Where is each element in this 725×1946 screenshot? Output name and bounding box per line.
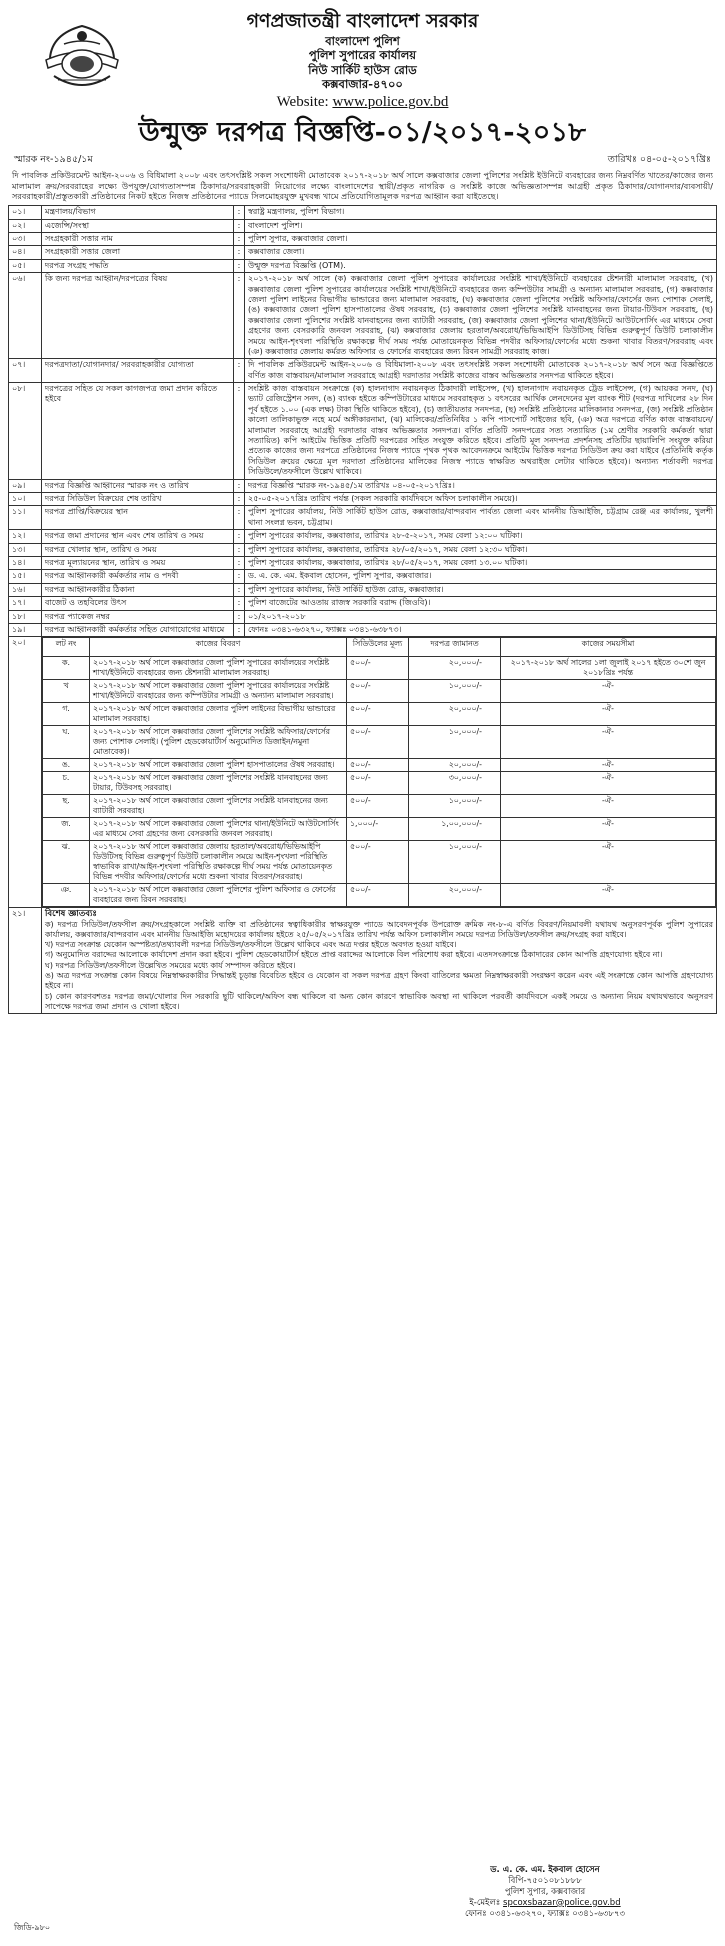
lot-number: ঞ. (43, 883, 90, 906)
row-number: ১২। (9, 530, 42, 543)
memo-number: স্মারক নং-১৯৪৫/১ম (14, 153, 93, 165)
detail-row (9, 610, 717, 623)
lot-work: ২০১৭-২০১৮ অর্থ সালে কক্সবাজার জেলা পুলিশ সুপারের কার্যালয়ের সংশ্লিষ্ট শাখা/ইউনিটে ব্যবহারের জন্য ষ্টেশনারী মালামাল সরবরাহ। (90, 657, 347, 680)
lot-work: ২০১৭-২০১৮ অর্থ সালে কক্সবাজার জেলা পুলিশ সুপারের কার্যালয়ের সংশ্লিষ্ট শাখা/ইউনিটে ব্যবহারের জন্য কম্পিউটার সামগ্রী ও অন্যান্য মালামাল সরবরাহ। (90, 680, 347, 703)
lot-security: ২০,০০০/- (409, 657, 501, 680)
lot-row (43, 759, 716, 772)
row-number: ২১। (9, 907, 42, 1013)
lot-fee: ৫০০/- (347, 840, 409, 883)
detail-row (9, 219, 717, 232)
row-label: দরপত্র সিডিউল বিক্রয়ের শেষ তারিখ (42, 493, 234, 506)
detail-row (9, 233, 717, 246)
lot-time: -ঐ- (501, 759, 716, 772)
row-value: ০১/২০১৭-২০১৮ (245, 610, 717, 623)
lot-security: ১০,০০০/- (409, 840, 501, 883)
email-label: ই-মেইলঃ (469, 1897, 504, 1908)
lot-row (43, 883, 716, 906)
conditions-title: বিশেষ জ্ঞাতব্যঃ (45, 908, 97, 919)
row-value: পুলিশ সুপার, কক্সবাজার জেলা। (245, 233, 717, 246)
detail-row (9, 583, 717, 596)
government-name: গণপ্রজাতন্ত্রী বাংলাদেশ সরকার (246, 10, 479, 32)
row-colon: : (234, 570, 245, 583)
row-number: ০৭। (9, 359, 42, 383)
lots-cell (42, 637, 717, 907)
lot-work: ২০১৭-২০১৮ অর্থ সালে কক্সবাজার জেলা পুলিশের থানা/ইউনিটে আউটসোর্সিং এর মাধ্যমে সেবা গ্রহণের জন্য বেসরকারি জনবল সরবরাহ। (90, 817, 347, 840)
lot-security: ২০,০০০/- (409, 759, 501, 772)
detail-row (9, 623, 717, 636)
row-value: পুলিশ সুপারের কার্যালয়, কক্সবাজার, তারিখঃ ২৮/০৫/২০১৭, সময় বেলা ১৩.০০ ঘটিকা। (245, 556, 717, 569)
row-number: ১৬। (9, 583, 42, 596)
row-label: দরপত্র বিজ্ঞপ্তি আহ্বানের স্মারক নং ও তারিখ (42, 479, 234, 492)
row-value: কক্সবাজার জেলা। (245, 246, 717, 259)
lot-number: গ. (43, 703, 90, 726)
detail-row (9, 570, 717, 583)
row-label: দরপত্র আহ্বানকারী কর্মকর্তার নাম ও পদবী (42, 570, 234, 583)
row-label: দরপত্র প্যাকেজ নম্বর (42, 610, 234, 623)
condition-item: ঘ) দরপত্র সিডিউল/তফসীলে উল্লেখিত সময়ের মধ্যে কার্য সম্পাদন করিতে হইবে। (45, 960, 296, 970)
row-value: দি পাবলিক প্রকিউরমেন্ট আইন-২০০৬ ও বিধিমালা-২০০৮ এবং তৎসংশ্লিষ্ট সকল সংশোধনী মোতাবেক ২০১৭-২০১৮ অর্থ সনে অত্র বিজ্ঞপ্তিতে বর্ণিত কাজ বাস্তবায়ন/মালামাল সরবরাহে আগ্রহী দরদাতার সংশ্লিষ্ট কাজের বাস্তব অভিজ্ঞতার সনদপত্র থাকিতে হইবে। (245, 359, 717, 383)
row-colon: : (234, 219, 245, 232)
row-label: বাজেট ও তহবিলের উৎস (42, 597, 234, 610)
row-number: ১৩। (9, 543, 42, 556)
row-colon: : (234, 246, 245, 259)
lot-fee: ৫০০/- (347, 771, 409, 794)
row-colon: : (234, 479, 245, 492)
condition-item: চ) কোন কারণবশতঃ দরপত্র জমা/খোলার দিন সরকারি ছুটি থাকিলে/অফিস বন্ধ থাকিলে বা অন্য কোন কারণে স্বাভাবিক অবস্থা না থাকিলে পরবর্তী কার্যদিবসে একই সময়ে ও অন্যান্য নিয়ম যথাযথভাবে অনুসরণ সাপেক্ষে দরপত্র জমা প্রদান ও খোলা হইবে। (45, 991, 713, 1011)
lot-time: -ঐ- (501, 817, 716, 840)
office-name: পুলিশ সুপারের কার্যালয় (308, 48, 417, 63)
lot-time: -ঐ- (501, 703, 716, 726)
row-colon: : (234, 583, 245, 596)
lot-number: ঙ. (43, 759, 90, 772)
row-value: উন্মুক্ত দরপত্র বিজ্ঞপ্তি (OTM). (245, 259, 717, 272)
lot-row (43, 703, 716, 726)
conditions-cell (42, 907, 717, 1013)
lots-header-work: কাজের বিবরণ (90, 638, 347, 657)
row-value: বাংলাদেশ পুলিশ। (245, 219, 717, 232)
notice-title: উন্মুক্ত দরপত্র বিজ্ঞপ্তি-০১/২০১৭-২০১৮ (138, 117, 587, 148)
lot-work: ২০১৭-২০১৮ অর্থ সালে কক্সবাজার জেলায় হরতাল/অবরোধ/ভিভিআইপি ডিউটিসহ বিভিন্ন গুরুত্বপূর্ণ ডিউটি চলাকালীন সময়ে আইন-শৃংখলা পরিস্থিতি স্বাভাবিক রাখা/আইন-শৃংখলা পরিস্থিতি রক্ষাকল্পে দীর্ঘ সময় পর্যন্ত মোতায়েনকৃত বিভিন্ন পদবীর অফিসার/ফোর্সের মধ্যে শুকনা খাবার বিতরণ/সরবরাহ। (90, 840, 347, 883)
row-value: পুলিশ সুপারের কার্যালয়, নিউ সার্কিট হাউস রোড, কক্সবাজার/বান্দরবান পার্বত্য জেলা এবং মাননীয় ডিআইজি, চট্টগ্রাম রেঞ্জ এর কার্যালয়, খুলশী থানা সংলগ্ন ভবন, চট্টগ্রাম। (245, 506, 717, 530)
lot-fee: ৫০০/- (347, 883, 409, 906)
lot-work: ২০১৭-২০১৮ অর্থ সালে কক্সবাজার জেলা পুলিশের সংশ্লিষ্ট যানবাহনের জন্য ব্যাটারী সরবরাহ। (90, 794, 347, 817)
signatory-name: ড. এ. কে. এম. ইকবাল হোসেন (490, 1865, 600, 1875)
lot-row (43, 726, 716, 759)
lot-number: ছ. (43, 794, 90, 817)
memo-date: তারিখঃ ০৪-০৫-২০১৭খ্রিঃ (607, 153, 711, 165)
row-number: ০৮। (9, 383, 42, 480)
signatory-email-line (395, 1898, 695, 1909)
lot-number: জ. (43, 817, 90, 840)
lot-fee: ৫০০/- (347, 726, 409, 759)
row-colon: : (234, 506, 245, 530)
lot-time: ২০১৭-২০১৮ অর্থ সালের ১লা জুলাই ২০১৭ হইতে ৩০শে জুন ২০১৮খ্রিঃ পর্যন্ত (501, 657, 716, 680)
memo-row (8, 153, 717, 168)
road-name: নিউ সার্কিট হাউস রোড (308, 62, 417, 77)
signatory-designation: পুলিশ সুপার, কক্সবাজার (504, 1886, 586, 1897)
row-number: ১৭। (9, 597, 42, 610)
row-colon: : (234, 610, 245, 623)
website-link[interactable]: www.police.gov.bd (332, 94, 449, 111)
intro-paragraph: দি পাবলিক প্রকিউরমেন্ট আইন-২০০৬ ও বিধিমালা ২০০৮ এবং তৎসংশ্লিষ্ট সকল সংশোধনী মোতাবেক ২০১৭-২০১৮ অর্থ সালে কক্সবাজার জেলা পুলিশের সংশ্লিষ্ট ইউনিটে ব্যবহারের জন্য নিম্নবর্ণিত খাতের/কাজের জন্য মালামাল ক্রয়/সরবরাহের লক্ষ্যে উপযুক্ত/যোগ্যতাসম্পন্ন ঠিকাদার/সরবরাহকারী নিয়োগের লক্ষ্যে বাংলাদেশের স্থায়ী/প্রকৃত নাগরিক ও সংশ্লিষ্ট কাজে অভিজ্ঞতাসম্পন্ন আগ্রহী প্রকৃত ঠিকাদার/যোগানদার/ব্যবসায়ী/সরবরাহকারী/প্রস্তুতকারী প্রতিষ্ঠানের নিকট হইতে নিজস্ব প্রতিষ্ঠানের প্যাডে সিলমোহরযুক্ত মুখবন্ধ খামে প্রতিযোগিতামূলক দরপত্র আহ্বান করা যাইতেছে। (12, 169, 713, 202)
lots-row (9, 637, 717, 907)
lots-header-row (43, 638, 716, 657)
lots-header-time: কাজের সময়সীমা (501, 638, 716, 657)
row-number: ১৯। (9, 623, 42, 636)
row-number: ০৫। (9, 259, 42, 272)
lot-security: ৩০,০০০/- (409, 771, 501, 794)
lot-fee: ৫০০/- (347, 680, 409, 703)
condition-item: খ) দরপত্র সংক্রান্ত যেকোন অস্পষ্টতা/তথ্যাবলী দরপত্র সিডিউল/তফসীলে উল্লেখ থাকিবে এবং অত্র দপ্তর হইতে অবগত হওয়া যাইবে। (45, 940, 457, 950)
detail-row (9, 493, 717, 506)
row-label: দরপত্রদাতা/যোগানদার/ সরবরাহকারীর যোগ্যতা (42, 359, 234, 383)
row-label: দরপত্রের সহিত যে সকল কাগজপত্র জমা প্রদান করিতে হইবে (42, 383, 234, 480)
condition-item: ক) দরপত্র সিডিউল/তফসীল ক্রয়/সংগ্রহকালে সংশ্লিষ্ট ব্যক্তি বা প্রতিষ্ঠানের স্বত্বাধিকারীর স্বাক্ষরযুক্ত প্যাডে আবেদনপূর্বক উপরোক্ত ক্রমিক নং-৮-এ বর্ণিত বিবরণ/নিয়মাবলী যথাযথ অনুসরণপূর্বক পুলিশ সুপারের কার্যালয়, কক্সবাজার/বান্দরবান এবং মাননীয় ডিআইজি মহোদয়ের কার্যালয় হইতে ২৫/০৫/২০১৭খ্রিঃ তারিখ পর্যন্ত অফিস চলাকালীন সময়ে দরপত্র সিডিউল/তফসীল ক্রয়/সংগ্রহ করা যাইবে। (45, 919, 713, 939)
detail-row (9, 273, 717, 359)
lots-header-security: দরপত্র জামানত (409, 638, 501, 657)
lot-work: ২০১৭-২০১৮ অর্থ সালে কক্সবাজার জেলা পুলিশ হাসপাতালের ঔষধ সরবরাহ। (90, 759, 347, 772)
website-label: Website: (276, 94, 333, 111)
row-value: পুলিশ সুপারের কার্যালয়, কক্সবাজার, তারিখঃ ২৮/০৫/২০১৭, সময় বেলা ১২:৩০ ঘটিকা। (245, 543, 717, 556)
row-colon: : (234, 623, 245, 636)
detail-row (9, 506, 717, 530)
row-value: ফোনঃ ০৩৪১-৬৩২৭০, ফ্যাক্সঃ ০৩৪১-৬৩৮৭৩। (245, 623, 717, 636)
row-label: এজেন্সি/সংস্থা (42, 219, 234, 232)
row-value: ২৫-০৫-২০১৭খ্রিঃ তারিখ পর্যন্ত (সকল সরকারি কার্যদিবসে অফিস চলাকালীন সময়ে)। (245, 493, 717, 506)
row-value: পুলিশ সুপারের কার্যালয়, নিউ সার্কিট হাউজ রোড, কক্সবাজার। (245, 583, 717, 596)
conditions-list (45, 920, 713, 1012)
row-colon: : (234, 556, 245, 569)
detail-row (9, 383, 717, 480)
row-colon: : (234, 273, 245, 359)
lot-work: ২০১৭-২০১৮ অর্থ সালে কক্সবাজার জেলার পুলিশ লাইনের বিভাগীয় ভান্ডারের মালামাল সরবরাহ। (90, 703, 347, 726)
detail-row (9, 206, 717, 219)
row-colon: : (234, 206, 245, 219)
row-number: ১৮। (9, 610, 42, 623)
row-number: ২০। (9, 637, 42, 907)
lot-time: -ঐ- (501, 680, 716, 703)
row-number: ০৬। (9, 273, 42, 359)
lot-security: ১০,০০০/- (409, 726, 501, 759)
signature-block (395, 1865, 695, 1919)
row-number: ১০। (9, 493, 42, 506)
lot-fee: ১,০০০/- (347, 817, 409, 840)
row-number: ০১। (9, 206, 42, 219)
row-number: ০৯। (9, 479, 42, 492)
row-value: স্বরাষ্ট্র মন্ত্রণালয়, পুলিশ বিভাগ। (245, 206, 717, 219)
lot-row (43, 817, 716, 840)
detail-row (9, 359, 717, 383)
detail-row (9, 556, 717, 569)
lot-work: ২০১৭-২০১৮ অর্থ সালে কক্সবাজার জেলা পুলিশের সংশ্লিষ্ট যানবাহনের জন্য টায়ার, টিউবসহ সরবরাহ। (90, 771, 347, 794)
police-emblem-icon (40, 14, 124, 98)
row-label: দরপত্র প্রাপ্তি/বিক্রয়ের স্থান (42, 506, 234, 530)
row-label: কি জন্য দরপত্র আহ্বান/দরপত্রের বিষয় (42, 273, 234, 359)
row-value: ড. এ. কে. এম. ইকবাল হোসেন, পুলিশ সুপার, কক্সবাজার। (245, 570, 717, 583)
row-number: ০৪। (9, 246, 42, 259)
row-value: সংশ্লিষ্ট কাজ বাস্তবায়ন সংক্রান্তে (ক) হালনাগাদ নবায়নকৃত ঠিকাদারী লাইসেন্স, (খ) হালনাগাদ নবায়নকৃত ট্রেড লাইসেন্স, (গ) আয়কর সনদ, (ঘ) ভ্যাট রেজিস্ট্রেশন সনদ, (ঙ) ব্যাংক হইতে কম্পিউটারের মাধ্যমে সরবরাহকৃত ১ বৎসরের আর্থিক লেনদেনের মূল ব্যাংক শীট (দরপত্র দাখিলের ২৮ দিন পূর্ব হইতে ১.০০ (এক লক্ষ) টাকা স্থিতি থাকিতে হইবে), (চ) জাতীয়তার সনদপত্র, (ছ) সংশ্লিষ্ট প্রতিষ্ঠানের মালিকানার সনদপত্র, (জ) সংশ্লিষ্ট প্রতিষ্ঠান কালো তালিকাভুক্ত নহে মর্মে অঙ্গীকারনামা, (ঝ) মালিকের/প্রতিনিধির ১ কপি পাসপোর্ট সাইজের ছবি, (ঞ) অত্র দরপত্রে বর্ণিত কাজ বাস্তবায়নে/মালামাল সরবরাহে আগ্রহী দরদাতার বাস্তব অভিজ্ঞতার সনদপত্র। বর্ণিত প্রতিটি সনদপত্রের সত্য সত্যায়িত (১ম শ্রেণীর সরকারি কর্মকর্তা দ্বারা সত্যায়িত) কপি আইটেম ভিত্তিক প্রতিটি দরপত্রের সহিত সংযুক্ত করিতে হইবে। প্রতিটি মূল সনদপত্র প্রদর্শনসহ প্রতিটির ছায়ালিপি সংযুক্ত করিয়া প্রত্যেক কাজের জন্য দরপত্রে প্রতিষ্ঠানের নিজস্ব প্যাডে পৃথক পৃথক আবেদনক্রমে আইটেম ভিত্তিক দরপত্র সিডিউল ক্রয় করা যাইবে (প্রতিনিধি কর্তৃক সিডিউল ক্রয়ের ক্ষেত্রে মূল দরদাতা প্রতিষ্ঠানের মালিকের নিজস্ব প্যাডে স্বাক্ষরিত অথরাইজ লেটার থাকিতে হইবে)। অন্যান্য শর্তাবলী দরপত্র সিডিউলে/তফসীলে উল্লেখ থাকিবে। (245, 383, 717, 480)
lot-time: -ঐ- (501, 726, 716, 759)
tender-details-table (8, 205, 717, 1014)
row-colon: : (234, 383, 245, 480)
signatory-bp: বিপি-৭৫০১০৮১৮৮৮ (508, 1875, 582, 1886)
lot-row (43, 840, 716, 883)
lot-number: চ. (43, 771, 90, 794)
row-colon: : (234, 543, 245, 556)
lot-number: ক. (43, 657, 90, 680)
row-label: দরপত্র আহ্বানকারী কর্মকর্তার সহিত যোগাযোগের মাধ্যমে (42, 623, 234, 636)
row-value: ২০১৭-২০১৮ অর্থ সালে (ক) কক্সবাজার জেলা পুলিশ সুপারের কার্যালয়ের সংশ্লিষ্ট শাখা/ইউনিটে ব্যবহারের ষ্টেশনারী মালামাল সরবরাহ, (খ) কক্সবাজার জেলা পুলিশ সুপারের কার্যালয়ের সংশ্লিষ্ট শাখা/ইউনিটে ব্যবহারের জন্য কম্পিউটার সামগ্রী ও অন্যান্য মালামাল সরবরাহ, (গ) কক্সবাজার জেলা পুলিশ লাইনের বিভাগীয় ভান্ডারের জন্য মালামাল সরবরাহ, (ঘ) কক্সবাজার জেলা পুলিশের সংশ্লিষ্ট অফিসার/ফোর্সের জন্য পোশাক সেলাই, (ঙ) কক্সবাজার জেলা পুলিশ হাসপাতালের ঔষধ সরবরাহ, (চ) কক্সবাজার জেলা পুলিশের সংশ্লিষ্ট যানবাহনের জন্য টায়ার-টিউবস সরবরাহ, (ছ) কক্সবাজার জেলা পুলিশের সংশ্লিষ্ট যানবাহনের জন্য ব্যাটারী সরবরাহ, (জ) কক্সবাজার জেলা পুলিশের থানা/ইউনিটে আউটসোর্সিং এর মাধ্যমে সেবা গ্রহণের জন্য বেসরকারি জনবল সরবরাহ, (ঝ) কক্সবাজার জেলায় হরতাল/অবরোধ/ভিভিআইপি ডিউটিসহ বিভিন্ন গুরুত্বপূর্ণ ডিউটি চলাকালীন সময়ে আইন-শৃংখলা পরিস্থিতি রক্ষাকল্পে দীর্ঘ সময় পর্যন্ত মোতায়েনকৃত বিভিন্ন পদবীর অফিসার/ফোর্সের মধ্যে শুকনা খাবার বিতরণ/সরবরাহ এবং (ঞ) কক্সবাজার জেলায় কর্মরত অফিসার ও ফোর্সের ব্যবহারের জন্য রিবন সামগ্রী সরবরাহ কাজ। (245, 273, 717, 359)
lot-number: ঝ. (43, 840, 90, 883)
lot-security: ২০,০০০/- (409, 703, 501, 726)
row-colon: : (234, 233, 245, 246)
row-number: ০৩। (9, 233, 42, 246)
lot-number: ঘ. (43, 726, 90, 759)
lot-security: ১০,০০০/- (409, 794, 501, 817)
lot-time: -ঐ- (501, 794, 716, 817)
lot-security: ২০,০০০/- (409, 883, 501, 906)
row-label: দরপত্র জমা প্রদানের স্থান এবং শেষ তারিখ ও সময় (42, 530, 234, 543)
row-colon: : (234, 359, 245, 383)
footer-code: জিডি-৯৮০ (14, 1923, 51, 1932)
lots-table (42, 637, 716, 906)
row-label: সংগ্রহকারী সত্তার জেলা (42, 246, 234, 259)
row-value: দরপত্র বিজ্ঞপ্তি স্মারক নং-১৯৪৫/১ম তারিখঃ ০৪-০৫-২০১৭খ্রিঃ। (245, 479, 717, 492)
row-label: সংগ্রহকারী সত্তার নাম (42, 233, 234, 246)
condition-item: ঙ) অত্র দরপত্র সংক্রান্ত কোন বিষয়ে নিম্নস্বাক্ষরকারীর সিদ্ধান্তই চূড়ান্ত বিবেচিত হইবে ও যেকোন বা সকল দরপত্র গ্রহণ কিংবা বাতিলের ক্ষমতা নিম্নস্বাক্ষরকারী সংরক্ষণ করেন এবং এই সংক্রান্তে কোন আপত্তি গ্রহণযোগ্য হইবে না। (45, 970, 713, 991)
lot-number: খ (43, 680, 90, 703)
lots-header-lot: লট নং (43, 638, 90, 657)
lot-fee: ৫০০/- (347, 794, 409, 817)
city-name: কক্সবাজার-৪৭০০ (322, 76, 403, 91)
row-number: ০২। (9, 219, 42, 232)
row-colon: : (234, 530, 245, 543)
detail-row (9, 259, 717, 272)
lots-header-fee: সিডিউলের মূল্য (347, 638, 409, 657)
row-number: ১৪। (9, 556, 42, 569)
detail-row (9, 543, 717, 556)
row-label: দরপত্র সংগ্রহ পদ্ধতি (42, 259, 234, 272)
lot-fee: ৫০০/- (347, 657, 409, 680)
detail-row (9, 246, 717, 259)
lot-security: ১,০০,০০০/- (409, 817, 501, 840)
lot-row (43, 794, 716, 817)
row-number: ১১। (9, 506, 42, 530)
conditions-row (9, 907, 717, 1013)
email-link[interactable]: spcoxsbazar@police.gov.bd (503, 1897, 621, 1908)
row-colon: : (234, 259, 245, 272)
lot-row (43, 680, 716, 703)
lot-security: ১০,০০০/- (409, 680, 501, 703)
row-value: পুলিশ বাজেটের আওতায় রাজস্ব সরকারি বরাদ্দ (জিওবি)। (245, 597, 717, 610)
detail-row (9, 530, 717, 543)
detail-row (9, 597, 717, 610)
signatory-phone: ফোনঃ ০৩৪১-৬৩২৭০, ফ্যাক্সঃ ০৩৪১-৬৩৮৭৩ (464, 1908, 626, 1919)
row-label: মন্ত্রণালয়/বিভাগ (42, 206, 234, 219)
lot-row (43, 657, 716, 680)
row-colon: : (234, 493, 245, 506)
condition-item: গ) অনুমোদিত বরাদ্দের আলোকে কার্যাদেশ প্রদান করা হইবে। পুলিশ হেডকোয়ার্টার্স হইতে প্রাপ্ত বরাদ্দের আলোকে বিল পরিশোধ করা হইবে। এতদসংক্রান্তে ঠিকাদারের কোন আপত্তি গ্রহণযোগ্য হইবে না। (45, 950, 663, 960)
row-number: ১৫। (9, 570, 42, 583)
organization-name: বাংলাদেশ পুলিশ (325, 33, 400, 48)
row-value: পুলিশ সুপারের কার্যালয়, কক্সবাজার, তারিখঃ ২৮-৫-২০১৭, সময় বেলা ১২:০০ ঘটিকা। (245, 530, 717, 543)
lot-work: ২০১৭-২০১৮ অর্থ সালে কক্সবাজার জেলা পুলিশের পুলিশ অফিসার ও ফোর্সের ব্যবহারের জন্য রিবন সরবরাহ। (90, 883, 347, 906)
lot-time: -ঐ- (501, 840, 716, 883)
row-label: দরপত্র মূল্যায়নের স্থান, তারিখ ও সময় (42, 556, 234, 569)
detail-row (9, 479, 717, 492)
lot-time: -ঐ- (501, 771, 716, 794)
row-label: দরপত্র আহ্বানকারীর ঠিকানা (42, 583, 234, 596)
row-label: দরপত্র খোলার স্থান, তারিখ ও সময় (42, 543, 234, 556)
lot-time: -ঐ- (501, 883, 716, 906)
row-colon: : (234, 597, 245, 610)
lot-fee: ৫০০/- (347, 759, 409, 772)
lot-work: ২০১৭-২০১৮ অর্থ সালে কক্সবাজার জেলা পুলিশের সংশ্লিষ্ট অফিসার/ফোর্সের জন্য পোশাক সেলাই। (পুলিশ হেডকোয়ার্টার্স অনুমোদিত ডিজাইন/নমুনা মোতাবেক)। (90, 726, 347, 759)
lot-row (43, 771, 716, 794)
lot-fee: ৫০০/- (347, 703, 409, 726)
